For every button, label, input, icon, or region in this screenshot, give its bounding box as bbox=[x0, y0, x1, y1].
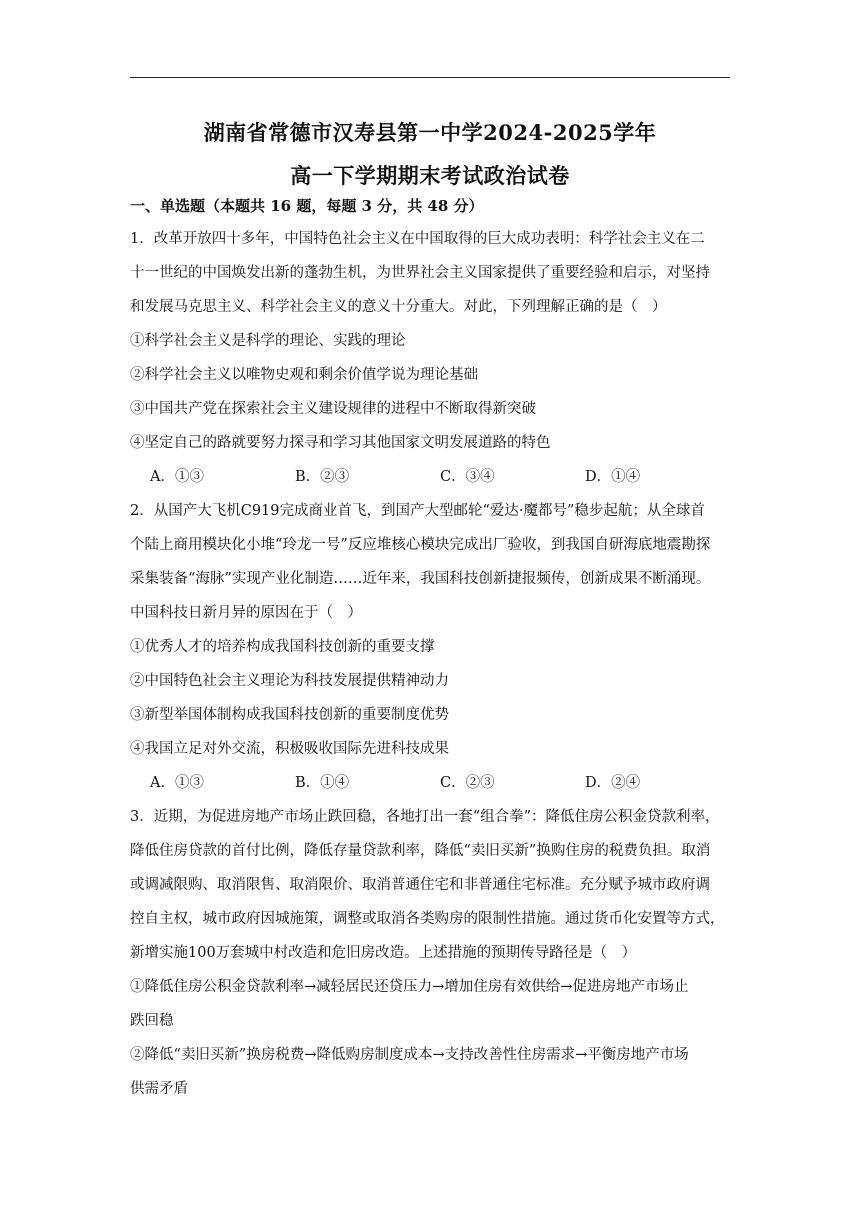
section-heading: 一、单选题（本题共 16 题，每题 3 分，共 48 分） bbox=[130, 197, 484, 215]
statement: ④我国立足对外交流，积极吸收国际先进科技成果 bbox=[130, 741, 449, 757]
question-stem-line: 个陆上商用模块化小堆“玲龙一号”反应堆核心模块完成出厂验收，到我国自研海底地震勘探 bbox=[130, 537, 711, 553]
question-stem-line: 中国科技日新月异的原因在于（ ） bbox=[130, 605, 362, 621]
statement: ①科学社会主义是科学的理论、实践的理论 bbox=[130, 333, 406, 349]
questions-container bbox=[130, 222, 730, 1106]
answer-options bbox=[130, 766, 730, 800]
statement: ①优秀人才的培养构成我国科技创新的重要支撑 bbox=[130, 639, 435, 655]
option-b: B．①④ bbox=[295, 775, 350, 791]
statement: ②科学社会主义以唯物史观和剩余价值学说为理论基础 bbox=[130, 367, 478, 383]
statement: ④坚定自己的路就要努力探寻和学习其他国家文明发展道路的特色 bbox=[130, 435, 551, 451]
option-a: A．①③ bbox=[150, 775, 204, 791]
question-stem-line: 和发展马克思主义、科学社会主义的意义十分重大。对此，下列理解正确的是（ ） bbox=[130, 299, 667, 315]
option-c: C．③④ bbox=[440, 469, 495, 485]
question-stem-line: 降低住房贷款的首付比例，降低存量贷款利率，降低“卖旧买新”换购住房的税费负担。取消 bbox=[130, 843, 711, 859]
question-2 bbox=[130, 494, 730, 800]
statement: ①降低住房公积金贷款利率→减轻居民还贷压力→增加住房有效供给→促进房地产市场止 bbox=[130, 979, 689, 995]
option-c: C．②③ bbox=[440, 775, 495, 791]
header-rule bbox=[130, 77, 730, 78]
question-stem-line: 十一世纪的中国焕发出新的蓬勃生机，为世界社会主义国家提供了重要经验和启示，对坚持 bbox=[130, 265, 710, 281]
exam-title-line-2: 高一下学期期末考试政治试卷 bbox=[290, 163, 570, 188]
statement: 供需矛盾 bbox=[130, 1081, 188, 1097]
question-stem-line: 采集装备“海脉”实现产业化制造……近年来，我国科技创新捷报频传，创新成果不断涌现。 bbox=[130, 571, 711, 587]
statement: ③中国共产党在探索社会主义建设规律的进程中不断取得新突破 bbox=[130, 401, 536, 417]
option-d: D．②④ bbox=[585, 775, 641, 791]
option-a: A．①③ bbox=[150, 469, 204, 485]
exam-title-line-1: 湖南省常德市汉寿县第一中学2024-2025学年 bbox=[203, 120, 657, 145]
question-stem-line: 控自主权，城市政府因城施策，调整或取消各类购房的限制性措施。通过货币化安置等方式， bbox=[130, 911, 725, 927]
question-stem-line: 2．从国产大飞机C919完成商业首飞，到国产大型邮轮“爱达·魔都号”稳步起航；从全球首 bbox=[130, 503, 705, 519]
question-1 bbox=[130, 222, 730, 494]
statement: 跌回稳 bbox=[130, 1013, 174, 1029]
option-b: B．②③ bbox=[295, 469, 350, 485]
statement: ③新型举国体制构成我国科技创新的重要制度优势 bbox=[130, 707, 449, 723]
option-d: D．①④ bbox=[585, 469, 641, 485]
statement: ②降低“卖旧买新”换房税费→降低购房制度成本→支持改善性住房需求→平衡房地产市场 bbox=[130, 1047, 689, 1063]
answer-options bbox=[130, 460, 730, 494]
question-stem-line: 1．改革开放四十多年，中国特色社会主义在中国取得的巨大成功表明：科学社会主义在二 bbox=[130, 231, 705, 247]
question-stem-line: 或调减限购、取消限售、取消限价、取消普通住宅和非普通住宅标准。充分赋予城市政府调 bbox=[130, 877, 710, 893]
statement: ②中国特色社会主义理论为科技发展提供精神动力 bbox=[130, 673, 449, 689]
question-3 bbox=[130, 800, 730, 1106]
question-stem-line: 新增实施100万套城中村改造和危旧房改造。上述措施的预期传导路径是（ ） bbox=[130, 945, 637, 961]
question-stem-line: 3．近期，为促进房地产市场止跌回稳，各地打出一套“组合拳”：降低住房公积金贷款利率， bbox=[130, 809, 720, 825]
